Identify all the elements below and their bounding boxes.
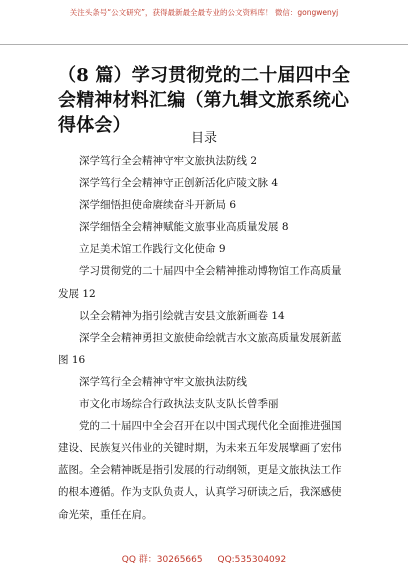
footer-contact (0, 552, 408, 565)
toc-entry[interactable]: 深学笃行全会精神守牢文旅执法防线 2 (79, 155, 258, 167)
article-title: 深学笃行全会精神守牢文旅执法防线 (79, 375, 247, 388)
qq-label: QQ:535304092 (217, 555, 287, 565)
toc-heading: 目录 (190, 131, 217, 146)
toc-entry[interactable]: 以全会精神为指引绘就吉安县文旅新画卷 14 (79, 309, 285, 322)
toc-entry[interactable]: 立足美术馆工作践行文化使命 9 (79, 243, 226, 256)
header-banner: 关注头条号“公文研究”，获得最新最全最专业的公文资料库！ 微信：gongwenyj (69, 8, 339, 17)
qq-group-label: QQ 群：30265665 (121, 555, 203, 565)
toc-entry[interactable]: 深学笃行全会精神守正创新活化庐陵文脉 4 (79, 177, 279, 190)
document-body (58, 150, 350, 526)
toc-entry[interactable]: 深学细悟担使命赓续奋斗开新局 6 (79, 199, 237, 212)
toc-entry[interactable]: 深学细悟全会精神赋能文旅事业高质量发展 8 (79, 221, 289, 234)
toc-entry[interactable]: 深学全会精神勇担文旅使命绘就吉水文旅高质量发展新蓝图 16 (58, 331, 342, 366)
header-divider (0, 44, 408, 45)
toc-entry[interactable]: 学习贯彻党的二十届四中全会精神推动博物馆工作高质量发展 12 (58, 265, 342, 300)
document-title: （8 篇）学习贯彻党的二十届四中全会精神材料汇编（第九辑文旅系统心得体会） (58, 65, 351, 136)
article-paragraph: 党的二十届四中全会召开在以中国式现代化全面推进强国建设、民族复兴伟业的关键时期，为未来五年发展擘画了宏伟蓝图。全会精神既是指引发展的行动纲领，更是文旅执法工作的根本遵循。作为支队负责人，认真学习研读之后，我深感使命光荣，重任在肩。 (58, 420, 342, 521)
article-author: 市文化市场综合行政执法支队支队长曾季丽 (79, 398, 279, 411)
